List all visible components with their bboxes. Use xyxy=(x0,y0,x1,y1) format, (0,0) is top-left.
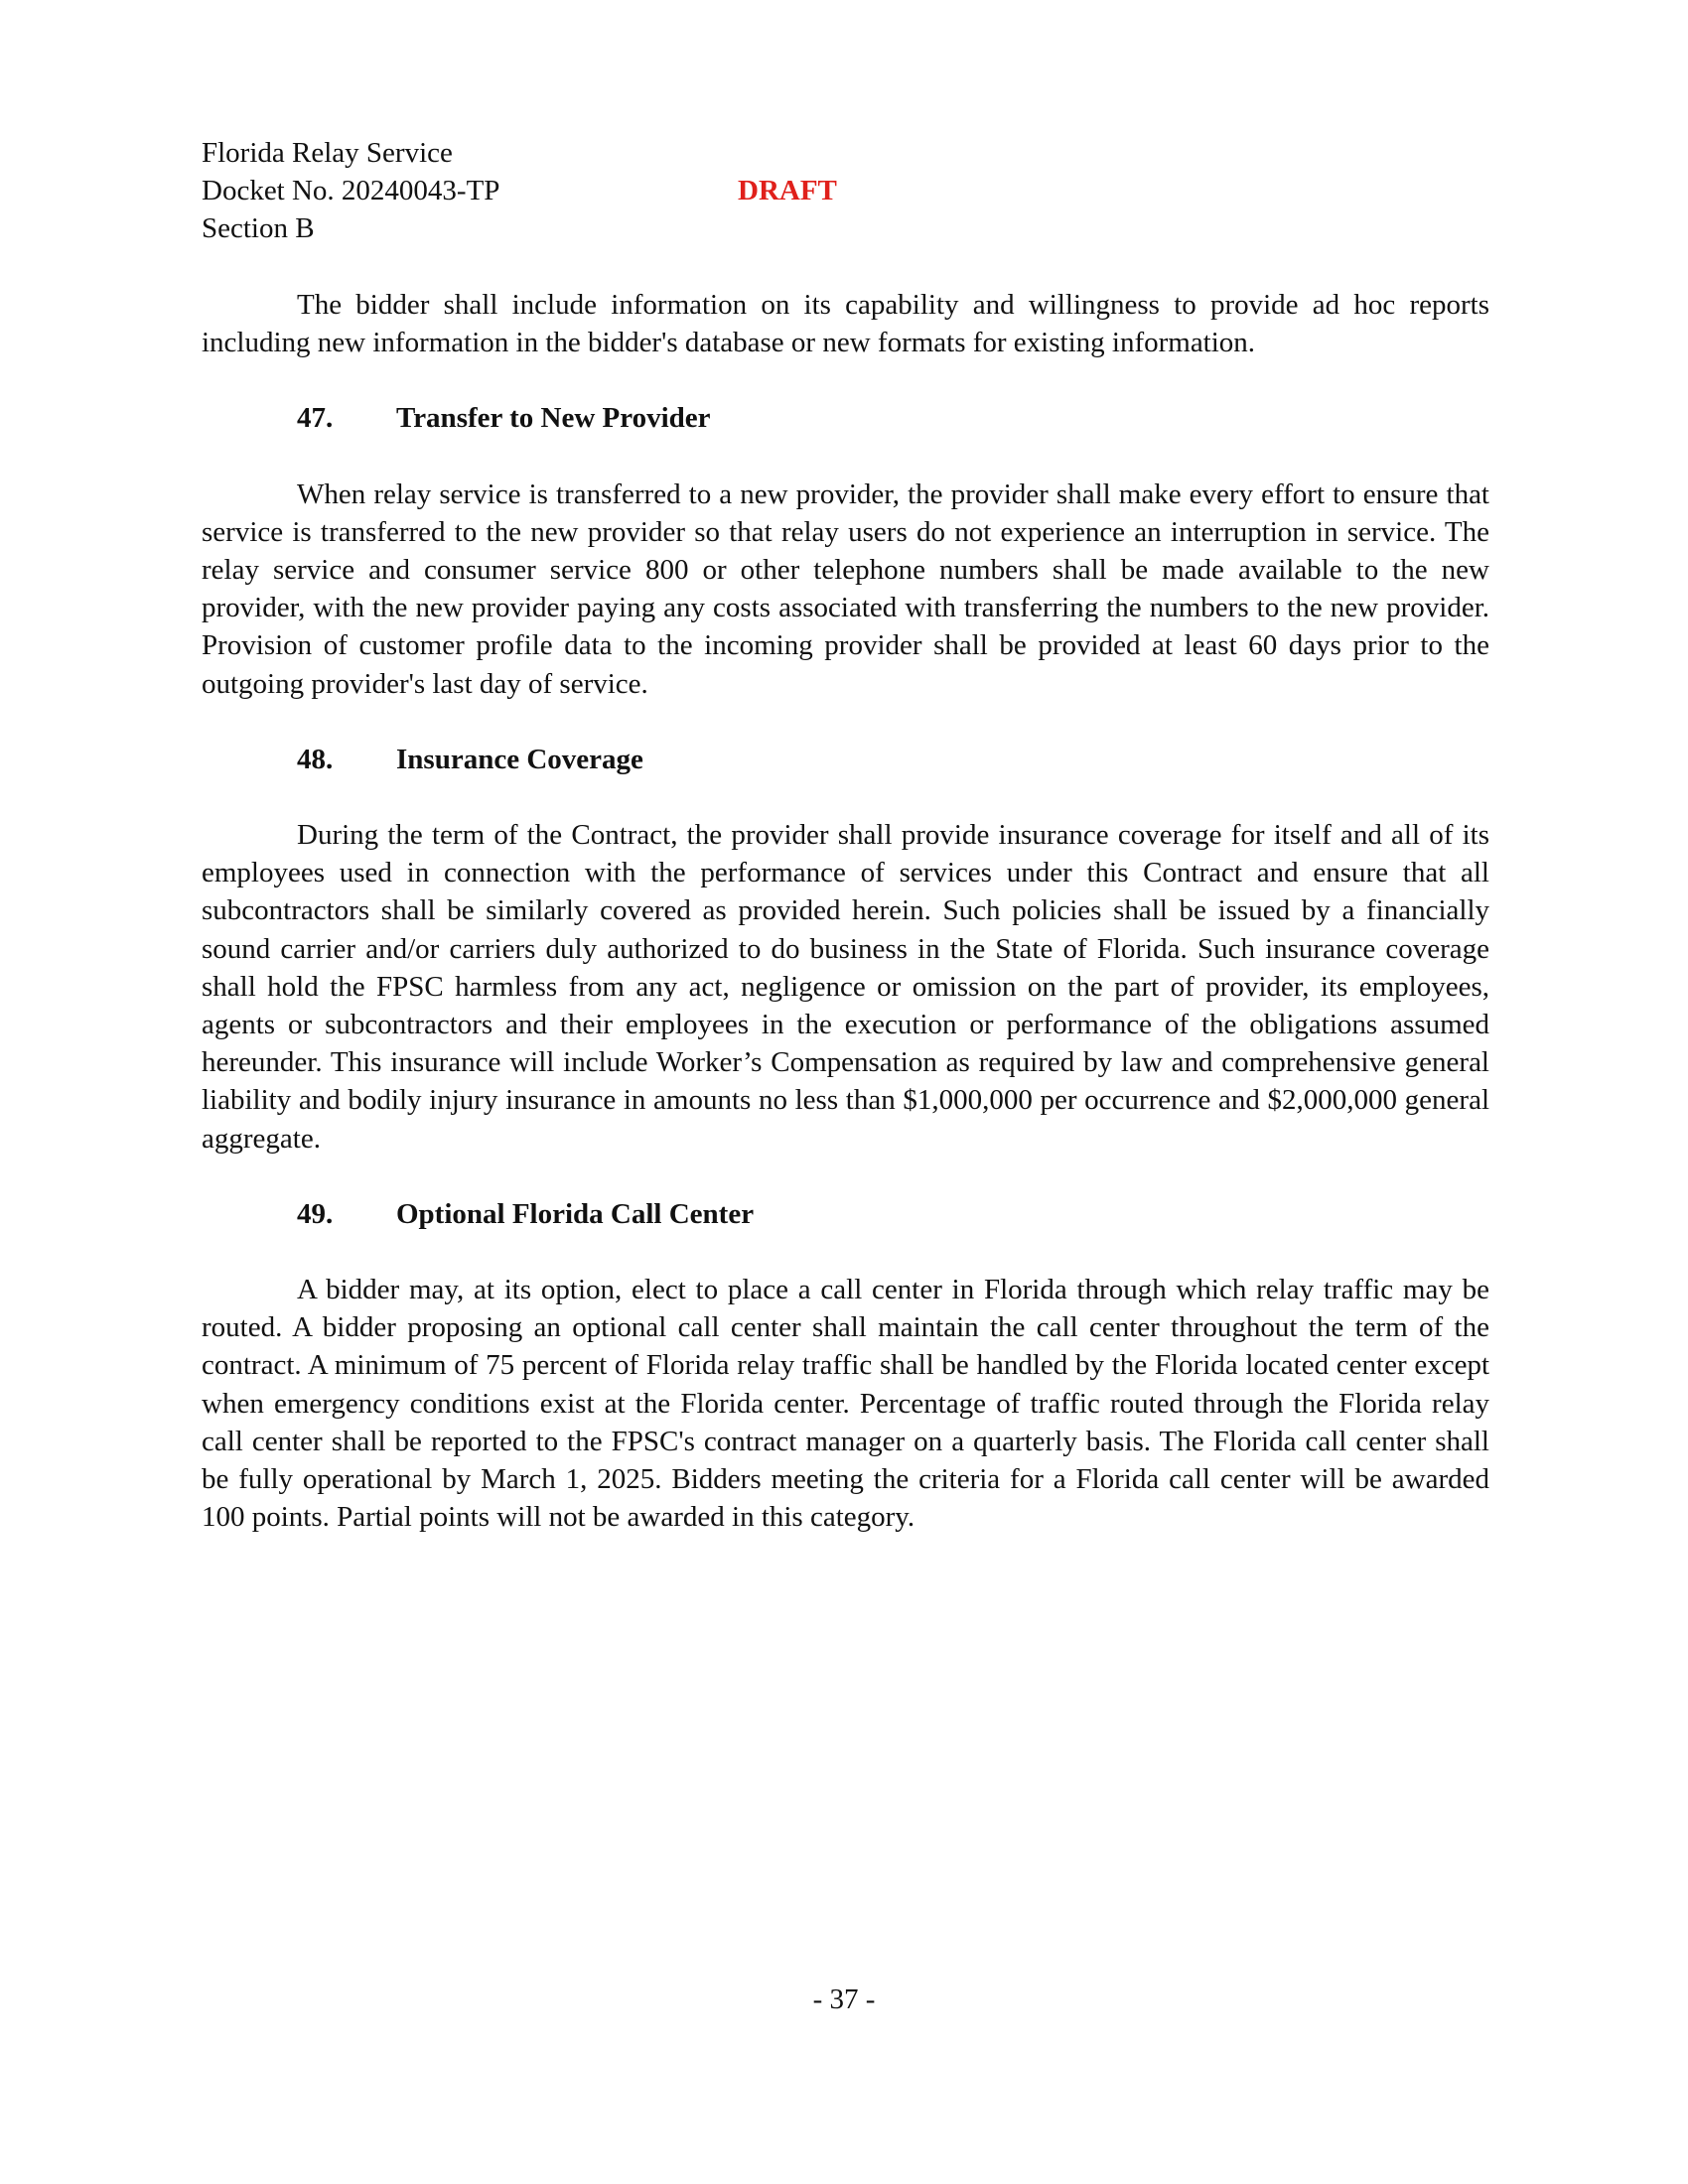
section-48-title: Insurance Coverage xyxy=(396,743,643,775)
header-section: Section B xyxy=(202,212,315,244)
section-49-number: 49. xyxy=(297,1197,334,1230)
intro-paragraph: The bidder shall include information on its capability and willingness to provide ad hoc reports including new information in the bidder's database or new formats for existing information. xyxy=(202,289,1489,359)
section-48-number: 48. xyxy=(297,743,334,775)
section-47-title: Transfer to New Provider xyxy=(396,402,711,435)
document-body xyxy=(202,286,1489,1573)
section-47-number: 47. xyxy=(297,402,334,435)
section-47-heading xyxy=(202,399,1489,437)
page-number: - 37 - xyxy=(812,1983,876,2015)
section-48-body: During the term of the Contract, the provider shall provide insurance coverage for itself and all of its employees used in connection with the performance of services under this Contract and ensure that all subcontractors shall be similarly covered as provided herein. Such policies shall be issued by a financially sound carrier and/or carriers duly authorized to do business in the State of Florida. Such insurance coverage shall hold the FPSC harmless from any act, negligence or omission on the part of provider, its employees, agents or subcontractors and their employees in the execution or performance of the obligations assumed hereunder. This insurance will include Worker’s Compensation as required by law and comprehensive general liability and bodily injury insurance in amounts no less than $1,000,000 per occurrence and $2,000,000 general aggregate. xyxy=(202,819,1489,1155)
section-47-body: When relay service is transferred to a new provider, the provider shall make every effort to ensure that service is transferred to the new provider so that relay users do not experience an interruption in service. The relay service and consumer service 800 or other telephone numbers shall be made available to the new provider, with the new provider paying any costs associated with transferring the numbers to the new provider. Provision of customer profile data to the incoming provider shall be provided at least 60 days prior to the outgoing provider's last day of service. xyxy=(202,478,1489,700)
section-48-heading xyxy=(202,741,1489,778)
section-49-heading xyxy=(202,1195,1489,1233)
header-docket-number: Docket No. 20240043-TP xyxy=(202,175,500,206)
header-service-name: Florida Relay Service xyxy=(202,137,453,169)
document-header xyxy=(202,134,499,247)
section-49-title: Optional Florida Call Center xyxy=(396,1197,755,1230)
draft-label: DRAFT xyxy=(738,175,837,206)
section-49-body: A bidder may, at its option, elect to place a call center in Florida through which relay traffic may be routed. A bidder proposing an optional call center shall maintain the call center throughout the term of the contract. A minimum of 75 percent of Florida relay traffic shall be handled by the Florida located center except when emergency conditions exist at the Florida center. Percentage of traffic routed through the Florida relay call center shall be reported to the FPSC's contract manager on a quarterly basis. The Florida call center shall be fully operational by March 1, 2025. Bidders meeting the criteria for a Florida call center will be awarded 100 points. Partial points will not be awarded in this category. xyxy=(202,1274,1489,1534)
